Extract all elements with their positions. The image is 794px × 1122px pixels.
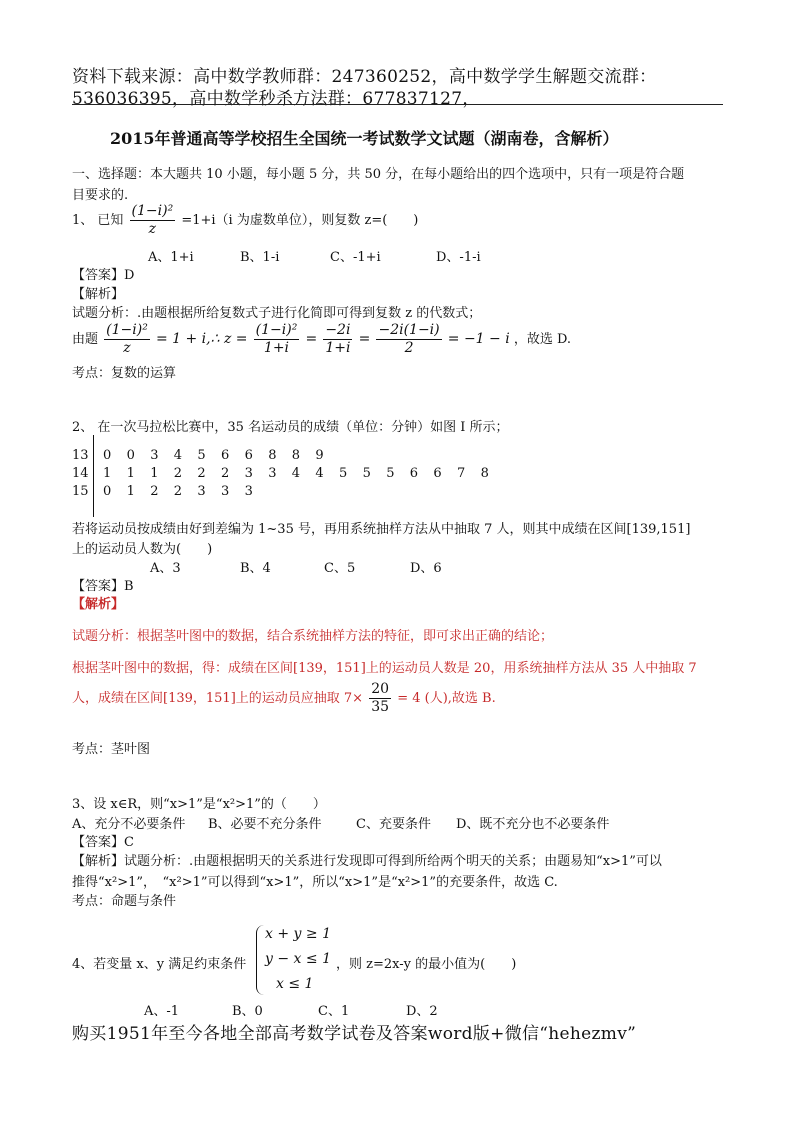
q4-option-d: D、2 (406, 1004, 438, 1019)
q4-brace (256, 925, 265, 995)
q2-option-d: D、6 (410, 561, 442, 576)
leaf-value: 1 (126, 484, 135, 499)
q1-answer: 【答案】D (72, 268, 135, 283)
q1-fraction (130, 203, 176, 238)
q1-derivation: 由题 $\frac{\text{(1−i)²}}{z}$ = 1 + i,∴ z = $\frac{\text{(1−i)²}}{1+i}$ = $\frac{-2i}{1+i}$ = $\frac{-2i(1-i)}{2}$ = −1 − i ，故选 D. (72, 322, 572, 356)
q2-red3-prefix: 人，成绩在区间[139，151]上的运动员应抽取 7× (72, 691, 364, 706)
header-line-2: 536036395，高中数学秒杀方法群：677837127， (72, 89, 480, 109)
q2-red-2: 根据茎叶图中的数据，得：成绩在区间[139，151]上的运动员人数是 20，用系统抽样方法从 35 人中抽取 7 (72, 661, 697, 676)
leaf-value: 0 (103, 448, 112, 463)
leaf-value: 2 (197, 466, 206, 481)
q2-red3-den: 35 (371, 699, 390, 715)
leaf-value: 3 (221, 484, 230, 499)
q1-prefix: 1、 已知 (72, 213, 124, 228)
stem-key-13: 13 (72, 448, 89, 463)
q1-d4-den: 2 (404, 340, 414, 356)
leaf-value: 6 (433, 466, 442, 481)
leaf-value: 3 (150, 448, 159, 463)
q4-constraint-2: y − x ≤ 1 (265, 951, 331, 967)
leaf-value: 9 (315, 448, 324, 463)
stem-leaf-divider (93, 435, 94, 517)
q4-prefix: 4、若变量 x、y 满足约束条件 (72, 957, 247, 972)
q1-option-a: A、1+i (148, 250, 194, 265)
leaf-value: 2 (173, 466, 183, 481)
q1-conclusion: ，故选 D. (513, 332, 572, 347)
leaf-value: 7 (457, 466, 466, 481)
leaf-value: 6 (244, 448, 253, 463)
leaf-value: 3 (268, 466, 277, 481)
q1-d2-num: (1−i)² (255, 322, 298, 338)
q4-suffix: ，则 z=2x-y 的最小值为( ) (336, 957, 517, 972)
leaf-value: 6 (409, 466, 419, 481)
q1-d2-fraction (254, 322, 300, 357)
q2-red-1: 试题分析：根据茎叶图中的数据，结合系统抽样方法的特征，即可求出正确的结论； (72, 629, 554, 644)
q3-stem: 3、设 x∈R，则“x>1”是“x²>1”的（ ） (72, 797, 326, 812)
leaf-value: 5 (197, 448, 206, 463)
leaf-value: 5 (339, 466, 348, 481)
q1-suffix: =1+i（i 为虚数单位），则复数 z=( ) (181, 213, 419, 228)
q1-d1-den: z (123, 340, 131, 356)
leaf-value: 0 (103, 484, 112, 499)
q2-text-1: 若将运动员按成绩由好到差编为 1~35 号，再用系统抽样方法从中抽取 7 人，则其中成绩在区间[139,151] (72, 522, 691, 537)
leaf-value: 8 (291, 448, 301, 463)
q3-analysis-1: 【解析】试题分析：.由题根据明天的关系进行发现即可得到所给两个明天的关系；由题易知“x>1”可以 (72, 854, 662, 869)
q4-option-c: C、1 (318, 1004, 350, 1019)
q1-d3-num: −2i (325, 322, 351, 338)
leaf-value: 4 (291, 466, 301, 481)
header-line-1: 资料下载来源：高中数学教师群：247360252，高中数学学生解题交流群： (72, 67, 657, 87)
leaf-value: 0 (126, 448, 135, 463)
leaf-value: 1 (103, 466, 112, 481)
q1-d1-fraction (104, 322, 150, 357)
q1-analysis-label: 【解析】 (72, 287, 125, 302)
q1-analysis: 试题分析：.由题根据所给复数式子进行化简即可得到复数 z 的代数式； (72, 306, 482, 321)
leaf-value: 8 (480, 466, 489, 481)
q3-option-c: C、充要条件 (356, 817, 431, 832)
q1-option-d: D、-1-i (436, 250, 481, 265)
footer-ad: 购买1951年至今各地全部高考数学试卷及答案word版+微信“hehezmv” (72, 1024, 637, 1044)
q2-analysis-label: 【解析】 (72, 597, 125, 612)
leaf-value: 4 (173, 448, 183, 463)
q1-d3-den: 1+i (325, 340, 351, 356)
q1-d4-fraction (376, 322, 441, 357)
q1-d-end: = −1 − i (447, 331, 510, 347)
q2-text-2: 上的运动员人数为( ) (72, 542, 213, 557)
q1-fraction-den: z (148, 221, 157, 237)
q2-red3-suffix: = 4 (人),故选 B. (397, 691, 496, 706)
leaf-value: 3 (244, 466, 253, 481)
q1-fraction-num: (1−i)² (131, 203, 174, 219)
q2-answer: 【答案】B (72, 579, 134, 594)
q3-analysis-2: 推得“x²>1”， “x²>1”可以得到“x>1”，所以“x>1”是“x²>1”的充要条件，故选 C. (72, 875, 558, 890)
leaf-value: 2 (173, 484, 183, 499)
q4-constraint-3: x ≤ 1 (276, 976, 314, 992)
leaf-value: 5 (386, 466, 395, 481)
leaf-value: 6 (221, 448, 230, 463)
q2-red3-fraction (369, 681, 391, 716)
leaf-value: 3 (244, 484, 253, 499)
q1-option-b: B、1-i (240, 250, 280, 265)
leaf-value: 3 (197, 484, 206, 499)
q2-stem: 2、 在一次马拉松比赛中，35 名运动员的成绩（单位：分钟）如图 I 所示； (72, 420, 509, 435)
q1-d4-num: −2i(1−i) (378, 322, 440, 338)
leaf-value: 2 (150, 484, 159, 499)
q2-kaodian: 考点：茎叶图 (72, 742, 151, 757)
q2-option-a: A、3 (150, 561, 181, 576)
page-title: 2015年普通高等学校招生全国统一考试数学文试题（湖南卷，含解析） (110, 129, 619, 148)
q1-d1-rest: = 1 + i,∴ z = (155, 331, 248, 347)
q3-option-a: A、充分不必要条件 (72, 817, 186, 832)
q3-answer: 【答案】C (72, 835, 134, 850)
q3-option-b: B、必要不充分条件 (208, 817, 322, 832)
leaf-value: 1 (150, 466, 159, 481)
stem-key-15: 15 (72, 484, 89, 499)
leaf-value: 4 (315, 466, 324, 481)
q1-option-c: C、-1+i (330, 250, 381, 265)
leaf-value: 2 (221, 466, 230, 481)
q1-kaodian: 考点：复数的运算 (72, 366, 177, 381)
q2-option-b: B、4 (240, 561, 271, 576)
q2-red3-num: 20 (371, 681, 390, 697)
header-divider (72, 104, 723, 105)
q2-red-3 (72, 681, 496, 716)
q1-stem (72, 203, 418, 238)
q4-option-a: A、-1 (144, 1004, 180, 1019)
q1-d3-fraction (323, 322, 352, 357)
q1-d1-num: (1−i)² (106, 322, 148, 338)
q3-option-d: D、既不充分也不必要条件 (456, 817, 610, 832)
q3-kaodian: 考点：命题与条件 (72, 894, 177, 909)
stem-key-14: 14 (72, 466, 89, 481)
q4-constraint-1: x + y ≥ 1 (265, 926, 331, 942)
q2-option-c: C、5 (324, 561, 356, 576)
leaf-value: 5 (362, 466, 371, 481)
leaf-value: 8 (268, 448, 277, 463)
intro-line-1: 一、选择题：本大题共 10 小题，每小题 5 分，共 50 分，在每小题给出的四个选项中，只有一项是符合题 (72, 167, 685, 182)
q1-derivation-prefix: 由题 (72, 332, 99, 347)
q1-d2-den: 1+i (263, 340, 290, 356)
leaf-value: 1 (126, 466, 135, 481)
q4-option-b: B、0 (232, 1004, 263, 1019)
intro-line-2: 目要求的. (72, 188, 129, 203)
